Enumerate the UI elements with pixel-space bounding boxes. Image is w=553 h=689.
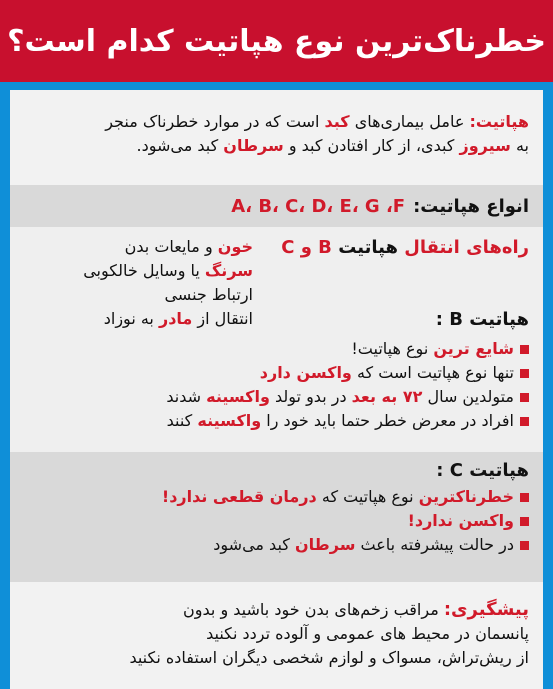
transmission-item (13, 259, 253, 283)
prevention-line-1 (20, 598, 529, 622)
hepc-list (20, 485, 529, 557)
hepb-item (24, 361, 529, 385)
hepb-text: کنند (166, 411, 193, 430)
hepb-red: واکسن دارد (259, 363, 352, 382)
hepc-red: سرطان (295, 535, 356, 554)
transmission-list (13, 235, 253, 331)
transmission-title-types: B و C (281, 237, 332, 258)
bullet-icon (520, 417, 529, 426)
hepc-red: واکسن ندارد! (407, 511, 514, 530)
hepc-section (10, 452, 543, 582)
intro-text: است که در موارد خطرناک منجر (105, 112, 320, 131)
types-values: A، B، C، D، E، G ،F (231, 195, 406, 217)
hepc-item (20, 485, 529, 509)
intro-red: سیروز (459, 136, 511, 155)
hepc-red: درمان قطعی ندارد! (161, 487, 317, 506)
types-section (10, 185, 543, 227)
hepb-text: متولدین سال (427, 387, 514, 406)
intro-title: هپاتیت: (469, 112, 529, 131)
left-frame (0, 82, 10, 689)
transmission-item (13, 235, 253, 259)
prevention-line-3: از ریش‌تراش، مسواک و لوازم شخصی دیگران استفاده نکنید (129, 648, 529, 667)
transmission-item (13, 307, 253, 331)
hepb-red: واکسینه (197, 411, 262, 430)
transmission-title-red: راه‌های انتقال (404, 237, 529, 258)
hepb-text: تنها نوع هپاتیت است که (356, 363, 514, 382)
hepc-title: هپاتیت C : (436, 460, 529, 481)
hepb-red: واکسینه (206, 387, 270, 406)
prevention-line-2: پانسمان در محیط های عمومی و آلوده تردد نکنید (206, 624, 529, 643)
transmission-text: یا وسایل خالکوبی (83, 261, 200, 280)
hepc-item (20, 509, 529, 533)
hepb-item (24, 409, 529, 433)
hepb-red: شایع ترین (433, 339, 514, 358)
prevention-title: پیشگیری: (443, 599, 529, 620)
transmission-text: و مایعات بدن (124, 237, 213, 256)
prevention-section (10, 582, 543, 689)
intro-text: عامل بیماری‌های (354, 112, 465, 131)
intro-red: سرطان (223, 136, 284, 155)
bullet-icon (520, 393, 529, 402)
bullet-icon (520, 369, 529, 378)
intro-text: کبدی، از کار افتادن کبد و (288, 136, 455, 155)
transmission-text: به نوزاد (103, 309, 154, 328)
hepc-item (20, 533, 529, 557)
hepb-item (24, 337, 529, 361)
transmission-red: سرنگ (204, 261, 253, 280)
intro-red: کبد (324, 112, 350, 131)
header-banner (0, 0, 553, 82)
bullet-icon (520, 493, 529, 502)
intro-section (10, 90, 543, 185)
right-frame (543, 82, 553, 689)
bullet-icon (520, 345, 529, 354)
hepc-red: خطرناکترین (418, 487, 514, 506)
hepb-text: شدند (166, 387, 202, 406)
hepb-text: افراد در معرض خطر حتما باید خود را (266, 411, 514, 430)
transmission-red: خون (217, 237, 253, 256)
hepb-red: ۷۲ به بعد (351, 387, 423, 406)
hepb-text: نوع هپاتیت! (351, 339, 429, 358)
transmission-text: انتقال از (197, 309, 253, 328)
hepb-item (24, 385, 529, 409)
transmission-title (281, 237, 529, 258)
transmission-title-text: هپاتیت (338, 237, 398, 258)
hepc-text: نوع هپاتیت که (321, 487, 414, 506)
intro-line-2 (20, 134, 529, 158)
types-label: انواع هپاتیت: (413, 195, 529, 217)
intro-text: به (515, 136, 529, 155)
bullet-icon (520, 517, 529, 526)
hepc-text: کبد می‌شود (213, 535, 290, 554)
intro-text: کبد می‌شود. (136, 136, 219, 155)
hepb-title: هپاتیت B : (435, 309, 529, 330)
hepc-text: در حالت پیشرفته باعث (360, 535, 514, 554)
hepb-text: در بدو تولد (274, 387, 347, 406)
transmission-text: ارتباط جنسی (164, 285, 253, 304)
transmission-section (10, 227, 543, 452)
transmission-item (13, 283, 253, 307)
bullet-icon (520, 541, 529, 550)
transmission-red: مادر (158, 309, 193, 328)
hepb-list (24, 337, 529, 433)
page-title: خطرناک‌ترین نوع هپاتیت کدام است؟ (7, 23, 546, 59)
intro-line-1 (20, 110, 529, 134)
prevention-text: مراقب زخم‌های بدن خود باشید و بدون (183, 600, 439, 619)
